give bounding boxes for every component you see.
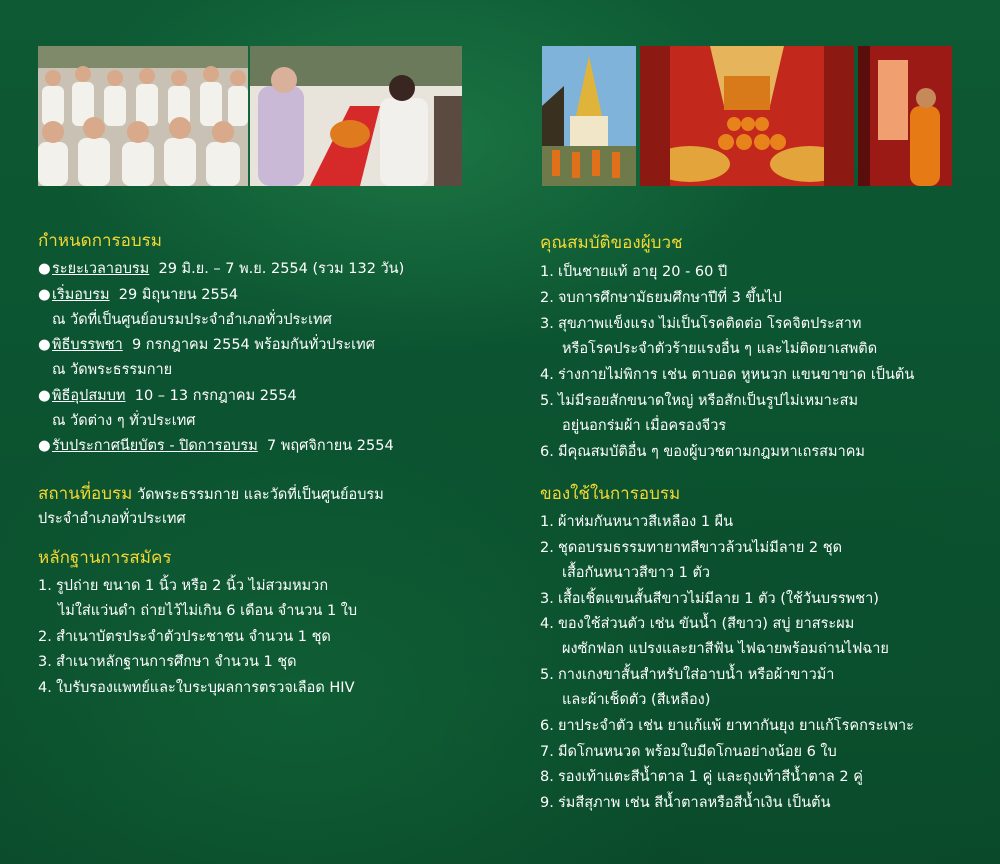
schedule-item-novice-ordination (38, 333, 375, 357)
list-text: สำเนาหลักฐานการศึกษา จำนวน 1 ชุด (56, 654, 297, 670)
document-item-4 (38, 676, 355, 700)
schedule-value: 29 มิ.ย. – 7 พ.ย. 2554 (รวม 132 วัน) (158, 261, 405, 277)
supply-item-3 (540, 587, 879, 611)
schedule-item-closing (38, 434, 394, 458)
schedule-value: 10 – 13 กรกฎาคม 2554 (134, 388, 297, 404)
list-text: มีคุณสมบัติอื่น ๆ ของผู้บวชตามกฎมหาเถรสมาคม (558, 444, 865, 460)
list-number: 7. (540, 744, 554, 760)
supplies-heading: ของใช้ในการอบรม (540, 484, 681, 504)
supply-item-7 (540, 740, 837, 764)
right-photo-strip (542, 46, 952, 186)
schedule-item-novice-location: ณ วัดพระธรรมกาย (52, 362, 173, 378)
supply-item-1 (540, 510, 733, 534)
bullet-icon: ● (38, 261, 51, 277)
schedule-heading: กำหนดการอบรม (38, 231, 163, 251)
list-number: 4. (540, 367, 554, 383)
list-number: 3. (540, 316, 554, 332)
document-item-1 (38, 574, 328, 598)
list-text: จบการศึกษามัธยมศึกษาปีที่ 3 ขึ้นไป (558, 290, 782, 306)
list-text: ผ้าห่มกันหนาวสีเหลือง 1 ผืน (558, 514, 734, 530)
schedule-label: พิธีอุปสมบท (52, 388, 126, 404)
qualification-item-5 (540, 389, 858, 413)
photo-monk-window (858, 46, 952, 186)
list-number: 2. (540, 540, 554, 556)
list-number: 6. (540, 444, 554, 460)
schedule-item-monk-ordination (38, 384, 297, 408)
schedule-label: รับประกาศนียบัตร - ปิดการอบรม (52, 438, 258, 454)
qualification-item-2 (540, 286, 782, 310)
list-number: 5. (540, 393, 554, 409)
venue-line-1 (38, 482, 384, 507)
qualification-item-1 (540, 260, 727, 284)
bullet-icon: ● (38, 287, 51, 303)
schedule-value: 9 กรกฎาคม 2554 พร้อมกันทั่วประเทศ (131, 337, 375, 353)
documents-heading: หลักฐานการสมัคร (38, 548, 172, 568)
schedule-value: 7 พฤศจิกายน 2554 (266, 438, 394, 454)
qualification-item-3 (540, 312, 861, 336)
qualification-item-5-cont: อยู่นอกร่มผ้า เมื่อครองจีวร (562, 418, 727, 434)
list-text: รูปถ่าย ขนาด 1 นิ้ว หรือ 2 นิ้ว ไม่สวมหมวก (56, 578, 329, 594)
qualification-item-4 (540, 363, 914, 387)
schedule-item-monk-location: ณ วัดต่าง ๆ ทั่วประเทศ (52, 413, 196, 429)
qualification-item-3-cont: หรือโรคประจำตัวร้ายแรงอื่น ๆ และไม่ติดยาเสพติด (562, 341, 878, 357)
qualification-item-6 (540, 440, 865, 464)
supply-item-5-cont: และผ้าเช็ดตัว (สีเหลือง) (562, 692, 711, 708)
schedule-value: 29 มิถุนายน 2554 (118, 287, 239, 303)
list-text: ร่างกายไม่พิการ เช่น ตาบอด หูหนวก แขนขาขาด เป็นต้น (558, 367, 915, 383)
list-number: 3. (540, 591, 554, 607)
left-photo-strip (38, 46, 462, 186)
list-number: 3. (38, 654, 52, 670)
supply-item-4 (540, 612, 854, 636)
bullet-icon: ● (38, 388, 51, 404)
list-number: 6. (540, 718, 554, 734)
supply-item-2 (540, 536, 842, 560)
list-number: 1. (540, 264, 554, 280)
list-number: 2. (38, 629, 52, 645)
list-text: กางเกงขาสั้นสำหรับใส่อาบน้ำ หรือผ้าขาวม้า (558, 667, 835, 683)
list-text: ของใช้ส่วนตัว เช่น ขันน้ำ (สีขาว) สบู่ ยาสระผม (558, 616, 855, 632)
photo-students-meditating (38, 46, 248, 186)
list-number: 8. (540, 769, 554, 785)
list-text: เสื้อเชิ้ตแขนสั้นสีขาวไม่มีลาย 1 ตัว (ใช้วันบรรพชา) (558, 591, 879, 607)
photo-pagoda-monks (542, 46, 636, 186)
schedule-item-start (38, 283, 238, 307)
document-item-1-cont: ไม่ใส่แว่นดำ ถ่ายไว้ไม่เกิน 6 เดือน จำนวน 1 ใบ (58, 603, 358, 619)
bullet-icon: ● (38, 438, 51, 454)
qualifications-heading: คุณสมบัติของผู้บวช (540, 233, 683, 253)
photo-almsgiving (250, 46, 462, 186)
venue-line-2: ประจำอำเภอทั่วประเทศ (38, 511, 186, 527)
list-text: สุขภาพแข็งแรง ไม่เป็นโรคติดต่อ โรคจิตประสาท (558, 316, 862, 332)
schedule-label: เริ่มอบรม (52, 287, 110, 303)
supply-item-8 (540, 765, 863, 789)
venue-heading: สถานที่อบรม (38, 484, 133, 504)
supply-item-5 (540, 663, 834, 687)
schedule-label: ระยะเวลาอบรม (52, 261, 150, 277)
schedule-item-start-location: ณ วัดที่เป็นศูนย์อบรมประจำอำเภอทั่วประเทศ (52, 312, 332, 328)
list-number: 9. (540, 795, 554, 811)
schedule-label: พิธีบรรพชา (52, 337, 123, 353)
bullet-icon: ● (38, 337, 51, 353)
document-item-3 (38, 650, 297, 674)
list-text: ใบรับรองแพทย์และใบระบุผลการตรวจเลือด HIV (56, 680, 355, 696)
list-number: 2. (540, 290, 554, 306)
photo-temple-hall-monks (640, 46, 854, 186)
list-number: 4. (38, 680, 52, 696)
list-text: สำเนาบัตรประจำตัวประชาชน จำนวน 1 ชุด (56, 629, 331, 645)
venue-text: วัดพระธรรมกาย และวัดที่เป็นศูนย์อบรม (137, 487, 384, 503)
supply-item-6 (540, 714, 914, 738)
list-number: 1. (540, 514, 554, 530)
supply-item-9 (540, 791, 831, 815)
list-text: ร่มสีสุภาพ เช่น สีน้ำตาลหรือสีน้ำเงิน เป็นต้น (558, 795, 831, 811)
supply-item-4-cont: ผงซักฟอก แปรงและยาสีฟัน ไฟฉายพร้อมถ่านไฟฉาย (562, 641, 889, 657)
list-number: 5. (540, 667, 554, 683)
list-text: รองเท้าแตะสีน้ำตาล 1 คู่ และถุงเท้าสีน้ำตาล 2 คู่ (558, 769, 863, 785)
list-text: ไม่มีรอยสักขนาดใหญ่ หรือสักเป็นรูปไม่เหมาะสม (558, 393, 859, 409)
schedule-item-duration (38, 257, 404, 281)
list-text: ยาประจำตัว เช่น ยาแก้แพ้ ยาทากันยุง ยาแก้โรคกระเพาะ (558, 718, 914, 734)
list-number: 4. (540, 616, 554, 632)
list-text: เป็นชายแท้ อายุ 20 - 60 ปี (558, 264, 728, 280)
list-text: มีดโกนหนวด พร้อมใบมีดโกนอย่างน้อย 6 ใบ (558, 744, 837, 760)
document-item-2 (38, 625, 331, 649)
list-number: 1. (38, 578, 52, 594)
list-text: ชุดอบรมธรรมทายาทสีขาวล้วนไม่มีลาย 2 ชุด (558, 540, 843, 556)
supply-item-2-cont: เสื้อกันหนาวสีขาว 1 ตัว (562, 565, 711, 581)
